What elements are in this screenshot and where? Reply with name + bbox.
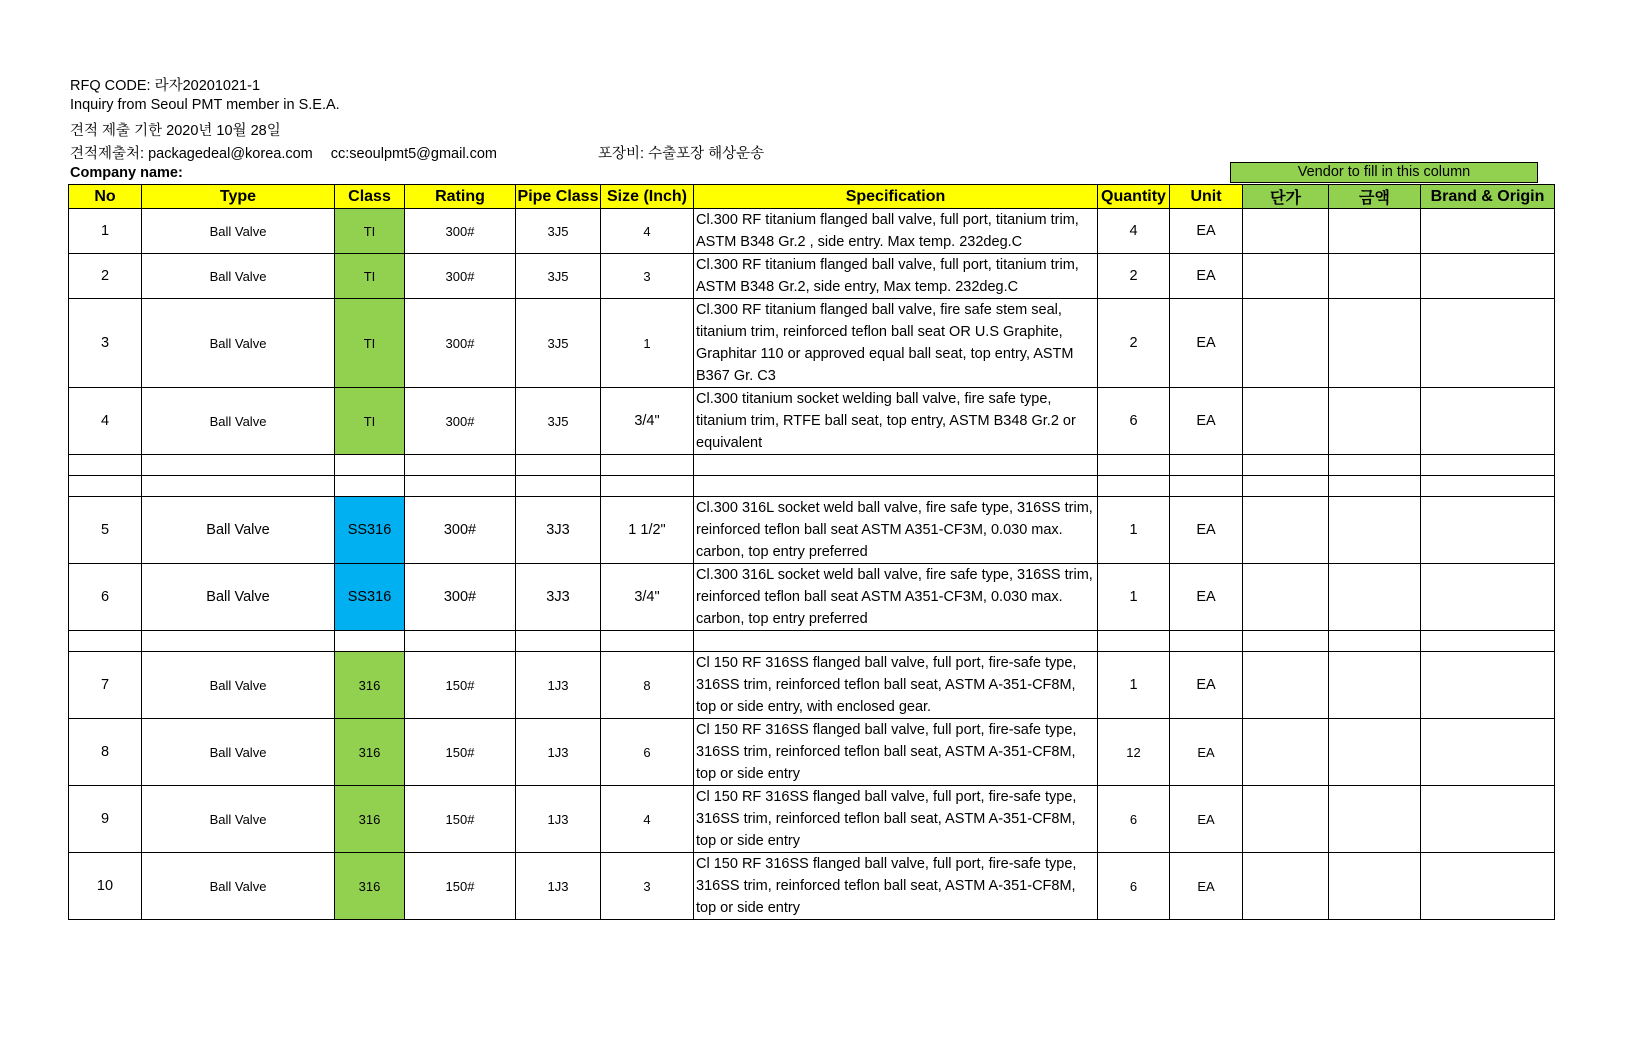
cell-unit: EA (1170, 564, 1243, 631)
cell-type: Ball Valve (142, 564, 335, 631)
cell-size: 6 (601, 719, 694, 786)
blank-cell (1421, 476, 1555, 497)
cell-rating: 150# (405, 719, 516, 786)
cell-no: 5 (69, 497, 142, 564)
blank-cell (405, 455, 516, 476)
table-row (69, 652, 1555, 719)
cell-type: Ball Valve (142, 388, 335, 455)
blank-cell (1170, 631, 1243, 652)
blank-cell (601, 631, 694, 652)
blank-cell (1098, 476, 1170, 497)
cell-no: 6 (69, 564, 142, 631)
blank-cell (335, 476, 405, 497)
blank-cell (1329, 476, 1421, 497)
cell-amount[interactable] (1329, 786, 1421, 853)
rfq-code: RFQ CODE: 라자20201021-1 (70, 78, 261, 94)
cell-unit: EA (1170, 652, 1243, 719)
cell-quantity: 6 (1098, 786, 1170, 853)
col-amount: 금액 (1329, 185, 1421, 209)
cell-unit-price[interactable] (1243, 652, 1329, 719)
cell-rating: 150# (405, 853, 516, 920)
cell-unit: EA (1170, 299, 1243, 388)
cell-rating: 150# (405, 652, 516, 719)
cell-type: Ball Valve (142, 719, 335, 786)
cell-specification: Cl.300 RF titanium flanged ball valve, full port, titanium trim, ASTM B348 Gr.2, side entry, Max temp. 232deg.C (694, 254, 1098, 299)
blank-cell (405, 631, 516, 652)
blank-cell (1329, 455, 1421, 476)
blank-cell (142, 631, 335, 652)
cell-size: 1 1/2" (601, 497, 694, 564)
cell-unit-price[interactable] (1243, 564, 1329, 631)
cell-brand-origin[interactable] (1421, 209, 1555, 254)
cell-size: 3 (601, 254, 694, 299)
vendor-fill-note: Vendor to fill in this column (1230, 162, 1538, 183)
cell-unit-price[interactable] (1243, 497, 1329, 564)
cell-unit: EA (1170, 254, 1243, 299)
cell-type: Ball Valve (142, 209, 335, 254)
blank-cell (516, 455, 601, 476)
table-row (69, 254, 1555, 299)
cell-quantity: 6 (1098, 388, 1170, 455)
col-unit: Unit (1170, 185, 1243, 209)
cell-unit-price[interactable] (1243, 853, 1329, 920)
cell-unit: EA (1170, 853, 1243, 920)
cell-amount[interactable] (1329, 719, 1421, 786)
blank-row (69, 631, 1555, 652)
blank-cell (1098, 631, 1170, 652)
cell-amount[interactable] (1329, 853, 1421, 920)
cell-class: 316 (335, 719, 405, 786)
cell-unit-price[interactable] (1243, 786, 1329, 853)
cell-unit-price[interactable] (1243, 388, 1329, 455)
cell-specification: Cl.300 316L socket weld ball valve, fire safe type, 316SS trim, reinforced teflon ball seat ASTM A351-CF3M, 0.030 max. carbon, top entry preferred (694, 497, 1098, 564)
cell-size: 8 (601, 652, 694, 719)
blank-cell (601, 455, 694, 476)
blank-cell (1421, 455, 1555, 476)
cell-amount[interactable] (1329, 497, 1421, 564)
cell-rating: 300# (405, 254, 516, 299)
cell-no: 1 (69, 209, 142, 254)
blank-cell (1170, 455, 1243, 476)
cell-unit-price[interactable] (1243, 209, 1329, 254)
cell-amount[interactable] (1329, 254, 1421, 299)
cell-unit: EA (1170, 209, 1243, 254)
cell-brand-origin[interactable] (1421, 719, 1555, 786)
cell-quantity: 2 (1098, 299, 1170, 388)
cell-amount[interactable] (1329, 564, 1421, 631)
cell-unit-price[interactable] (1243, 299, 1329, 388)
cell-specification: Cl.300 titanium socket welding ball valve, fire safe type, titanium trim, RTFE ball seat, top entry, ASTM B348 Gr.2 or equivalent (694, 388, 1098, 455)
cell-pipe-class: 3J5 (516, 254, 601, 299)
cell-specification: Cl.300 RF titanium flanged ball valve, fire safe stem seal, titanium trim, reinforced teflon ball seat OR U.S Graphite, Graphitar 110 or approved equal ball seat, top entry, ASTM B367 Gr. C3 (694, 299, 1098, 388)
col-type: Type (142, 185, 335, 209)
col-pipe-class: Pipe Class (516, 185, 601, 209)
blank-cell (142, 476, 335, 497)
blank-cell (1329, 631, 1421, 652)
cell-pipe-class: 1J3 (516, 853, 601, 920)
cell-class: SS316 (335, 564, 405, 631)
cell-brand-origin[interactable] (1421, 299, 1555, 388)
submit-line (70, 142, 497, 163)
cell-size: 1 (601, 299, 694, 388)
cell-specification: Cl 150 RF 316SS flanged ball valve, full port, fire-safe type, 316SS trim, reinforced teflon ball seat, ASTM A-351-CF8M, top or side entry, with enclosed gear. (694, 652, 1098, 719)
cell-no: 2 (69, 254, 142, 299)
cell-brand-origin[interactable] (1421, 564, 1555, 631)
blank-cell (1098, 455, 1170, 476)
table-row (69, 299, 1555, 388)
cell-no: 7 (69, 652, 142, 719)
cell-brand-origin[interactable] (1421, 497, 1555, 564)
cell-unit-price[interactable] (1243, 719, 1329, 786)
blank-cell (335, 455, 405, 476)
cell-no: 9 (69, 786, 142, 853)
cell-quantity: 1 (1098, 497, 1170, 564)
cell-pipe-class: 1J3 (516, 652, 601, 719)
cell-pipe-class: 1J3 (516, 786, 601, 853)
blank-cell (142, 455, 335, 476)
col-no: No (69, 185, 142, 209)
cell-specification: Cl.300 RF titanium flanged ball valve, full port, titanium trim, ASTM B348 Gr.2 , side entry. Max temp. 232deg.C (694, 209, 1098, 254)
cell-pipe-class: 3J3 (516, 497, 601, 564)
blank-row (69, 455, 1555, 476)
cc-email: cc:seoulpmt5@gmail.com (330, 146, 497, 162)
company-name-label: Company name: (70, 165, 183, 181)
cell-brand-origin[interactable] (1421, 388, 1555, 455)
cell-size: 3/4" (601, 388, 694, 455)
packing-note: 포장비: 수출포장 해상운송 (598, 146, 765, 162)
deadline-line: 견적 제출 기한 2020년 10월 28일 (70, 123, 281, 139)
cell-class: 316 (335, 786, 405, 853)
cell-rating: 150# (405, 786, 516, 853)
cell-brand-origin[interactable] (1421, 853, 1555, 920)
cell-type: Ball Valve (142, 254, 335, 299)
cell-unit: EA (1170, 719, 1243, 786)
cell-class: TI (335, 254, 405, 299)
cell-type: Ball Valve (142, 786, 335, 853)
cell-class: TI (335, 209, 405, 254)
cell-type: Ball Valve (142, 299, 335, 388)
cell-size: 3/4" (601, 564, 694, 631)
blank-cell (1421, 631, 1555, 652)
cell-type: Ball Valve (142, 853, 335, 920)
cell-class: SS316 (335, 497, 405, 564)
blank-cell (694, 476, 1098, 497)
blank-cell (601, 476, 694, 497)
col-rating: Rating (405, 185, 516, 209)
table-row (69, 497, 1555, 564)
cell-pipe-class: 1J3 (516, 719, 601, 786)
cell-type: Ball Valve (142, 652, 335, 719)
cell-no: 8 (69, 719, 142, 786)
cell-quantity: 1 (1098, 652, 1170, 719)
blank-cell (1170, 476, 1243, 497)
blank-cell (516, 476, 601, 497)
blank-cell (69, 476, 142, 497)
cell-class: TI (335, 388, 405, 455)
cell-rating: 300# (405, 388, 516, 455)
header-row (69, 185, 1555, 209)
cell-no: 4 (69, 388, 142, 455)
blank-cell (1243, 455, 1329, 476)
cell-quantity: 6 (1098, 853, 1170, 920)
table-row (69, 786, 1555, 853)
cell-class: 316 (335, 652, 405, 719)
cell-quantity: 2 (1098, 254, 1170, 299)
col-unit-price: 단가 (1243, 185, 1329, 209)
cell-brand-origin[interactable] (1421, 786, 1555, 853)
cell-rating: 300# (405, 209, 516, 254)
cell-brand-origin[interactable] (1421, 254, 1555, 299)
cell-unit: EA (1170, 388, 1243, 455)
cell-class: 316 (335, 853, 405, 920)
blank-cell (694, 631, 1098, 652)
blank-cell (516, 631, 601, 652)
cell-pipe-class: 3J5 (516, 209, 601, 254)
cell-unit: EA (1170, 786, 1243, 853)
col-quantity: Quantity (1098, 185, 1170, 209)
cell-rating: 300# (405, 564, 516, 631)
table-row (69, 719, 1555, 786)
blank-cell (69, 455, 142, 476)
blank-cell (1243, 631, 1329, 652)
cell-specification: Cl.300 316L socket weld ball valve, fire safe type, 316SS trim, reinforced teflon ball seat ASTM A351-CF3M, 0.030 max. carbon, top entry preferred (694, 564, 1098, 631)
cell-pipe-class: 3J5 (516, 388, 601, 455)
blank-cell (69, 631, 142, 652)
table-row (69, 564, 1555, 631)
submit-email: 견적제출처: packagedeal@korea.com (70, 146, 313, 162)
blank-cell (1243, 476, 1329, 497)
cell-type: Ball Valve (142, 497, 335, 564)
table-row (69, 853, 1555, 920)
cell-no: 3 (69, 299, 142, 388)
cell-specification: Cl 150 RF 316SS flanged ball valve, full port, fire-safe type, 316SS trim, reinforced teflon ball seat, ASTM A-351-CF8M, top or side entry (694, 786, 1098, 853)
col-size: Size (Inch) (601, 185, 694, 209)
cell-quantity: 1 (1098, 564, 1170, 631)
cell-class: TI (335, 299, 405, 388)
table-row (69, 388, 1555, 455)
cell-amount[interactable] (1329, 388, 1421, 455)
col-brand-origin: Brand & Origin (1421, 185, 1555, 209)
cell-specification: Cl 150 RF 316SS flanged ball valve, full port, fire-safe type, 316SS trim, reinforced teflon ball seat, ASTM A-351-CF8M, top or side entry (694, 719, 1098, 786)
cell-rating: 300# (405, 299, 516, 388)
blank-cell (335, 631, 405, 652)
table-row (69, 209, 1555, 254)
rfq-table (68, 184, 1555, 920)
cell-no: 10 (69, 853, 142, 920)
cell-amount[interactable] (1329, 209, 1421, 254)
cell-brand-origin[interactable] (1421, 652, 1555, 719)
cell-amount[interactable] (1329, 652, 1421, 719)
cell-rating: 300# (405, 497, 516, 564)
cell-size: 4 (601, 786, 694, 853)
cell-quantity: 12 (1098, 719, 1170, 786)
cell-amount[interactable] (1329, 299, 1421, 388)
inquiry-line: Inquiry from Seoul PMT member in S.E.A. (70, 97, 340, 113)
blank-row (69, 476, 1555, 497)
cell-pipe-class: 3J3 (516, 564, 601, 631)
col-specification: Specification (694, 185, 1098, 209)
cell-size: 3 (601, 853, 694, 920)
cell-specification: Cl 150 RF 316SS flanged ball valve, full port, fire-safe type, 316SS trim, reinforced teflon ball seat, ASTM A-351-CF8M, top or side entry (694, 853, 1098, 920)
cell-unit: EA (1170, 497, 1243, 564)
blank-cell (405, 476, 516, 497)
cell-unit-price[interactable] (1243, 254, 1329, 299)
cell-quantity: 4 (1098, 209, 1170, 254)
blank-cell (694, 455, 1098, 476)
cell-pipe-class: 3J5 (516, 299, 601, 388)
cell-size: 4 (601, 209, 694, 254)
col-class: Class (335, 185, 405, 209)
